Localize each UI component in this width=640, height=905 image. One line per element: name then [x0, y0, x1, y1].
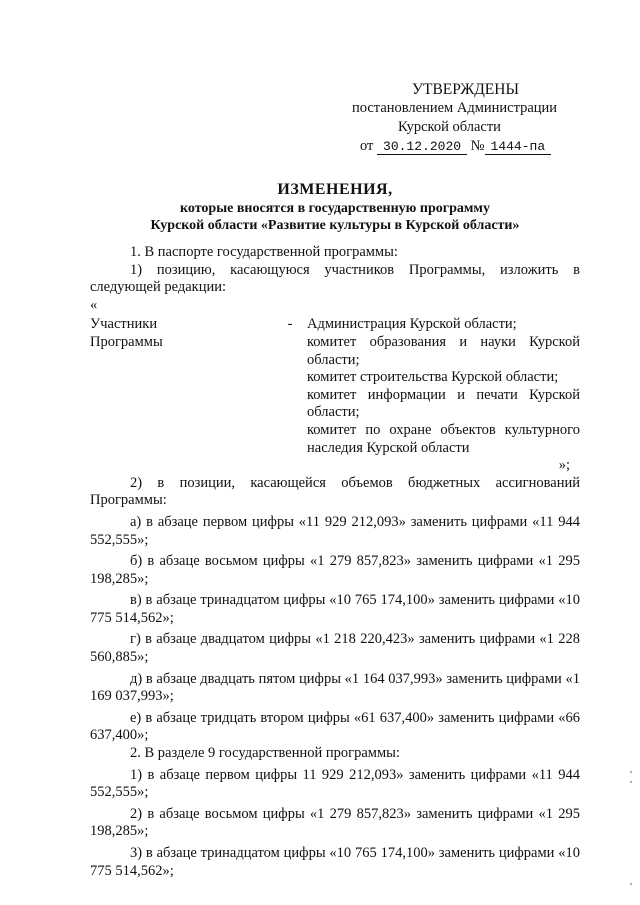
approval-title: УТВЕРЖДЕНЫ — [412, 81, 519, 98]
approval-date: 30.12.2020 — [377, 139, 467, 155]
participants-list — [307, 316, 580, 457]
doc-title: ИЗМЕНЕНИЯ, — [277, 181, 393, 198]
participant-item: комитет информации и печати Курской области; — [307, 386, 580, 421]
participant-item: Администрация Курской области; — [307, 316, 517, 333]
participant-item: комитет по охране объектов культурного наследия Курской области — [307, 421, 580, 456]
from-label: от — [360, 138, 374, 154]
list-item: д) в абзаце двадцать пятом цифры «1 164 037,993» заменить цифрами «1 169 037,993»; — [90, 670, 580, 705]
paragraph-3: 2) в позиции, касающейся объемов бюджетных ассигнований Программы: — [90, 474, 580, 509]
list-item: а) в абзаце первом цифры «11 929 212,093» заменить цифрами «11 944 552,555»; — [90, 513, 580, 548]
list-item: в) в абзаце тринадцатом цифры «10 765 174,100» заменить цифрами «10 775 514,562»; — [90, 592, 580, 626]
doc-subtitle-2: Курской области «Развитие культуры в Курской области» — [150, 218, 520, 233]
scan-mark — [630, 781, 632, 783]
scan-mark — [630, 883, 632, 885]
approval-number: 1444-па — [485, 139, 552, 155]
list-item: 3) в абзаце тринадцатом цифры «10 765 174,100» заменить цифрами «10 775 514,562»; — [90, 845, 580, 879]
paragraph-1: 1. В паспорте государственной программы: — [130, 244, 398, 260]
participants-table — [90, 316, 580, 457]
doc-subtitle-1: которые вносятся в государственную программу — [180, 201, 490, 216]
participants-label-line-2: Программы — [90, 333, 163, 350]
approval-date-line — [352, 137, 602, 156]
approval-line-1: постановлением Администрации — [352, 100, 558, 116]
paragraph-2: 1) позицию, касающуюся участников Программы, изложить в — [130, 261, 580, 278]
list-item: 2) в абзаце восьмом цифры «1 279 857,823» заменить цифрами «1 295 198,285»; — [90, 805, 580, 840]
approval-stamp — [352, 80, 602, 156]
participant-item: комитет строительства Курской области; — [307, 369, 559, 386]
participant-item: комитет образования и науки Курской области; — [307, 333, 580, 368]
paragraph-2-cont: следующей редакции: — [90, 279, 227, 296]
approval-line-2: Курской области — [398, 119, 501, 135]
participants-dash: - — [287, 316, 293, 333]
list-item: б) в абзаце восьмом цифры «1 279 857,823» заменить цифрами «1 295 198,285»; — [90, 553, 580, 587]
document-body — [90, 244, 580, 880]
list-item: г) в абзаце двадцатом цифры «1 218 220,423» заменить цифрами «1 228 560,885»; — [90, 631, 580, 666]
participants-label — [90, 316, 273, 457]
list-item: е) в абзаце тридцать втором цифры «61 637,400» заменить цифрами «66 637,400»; — [90, 709, 580, 744]
list-item: 1) в абзаце первом цифры 11 929 212,093» заменить цифрами «11 944 552,555»; — [90, 766, 580, 801]
number-label: № — [470, 138, 485, 154]
participants-label-line-1: Участники — [90, 316, 158, 333]
paragraph-4: 2. В разделе 9 государственной программы: — [130, 745, 400, 762]
scan-mark — [630, 771, 632, 773]
quote-open: « — [90, 296, 98, 313]
quote-close: »; — [558, 457, 570, 474]
